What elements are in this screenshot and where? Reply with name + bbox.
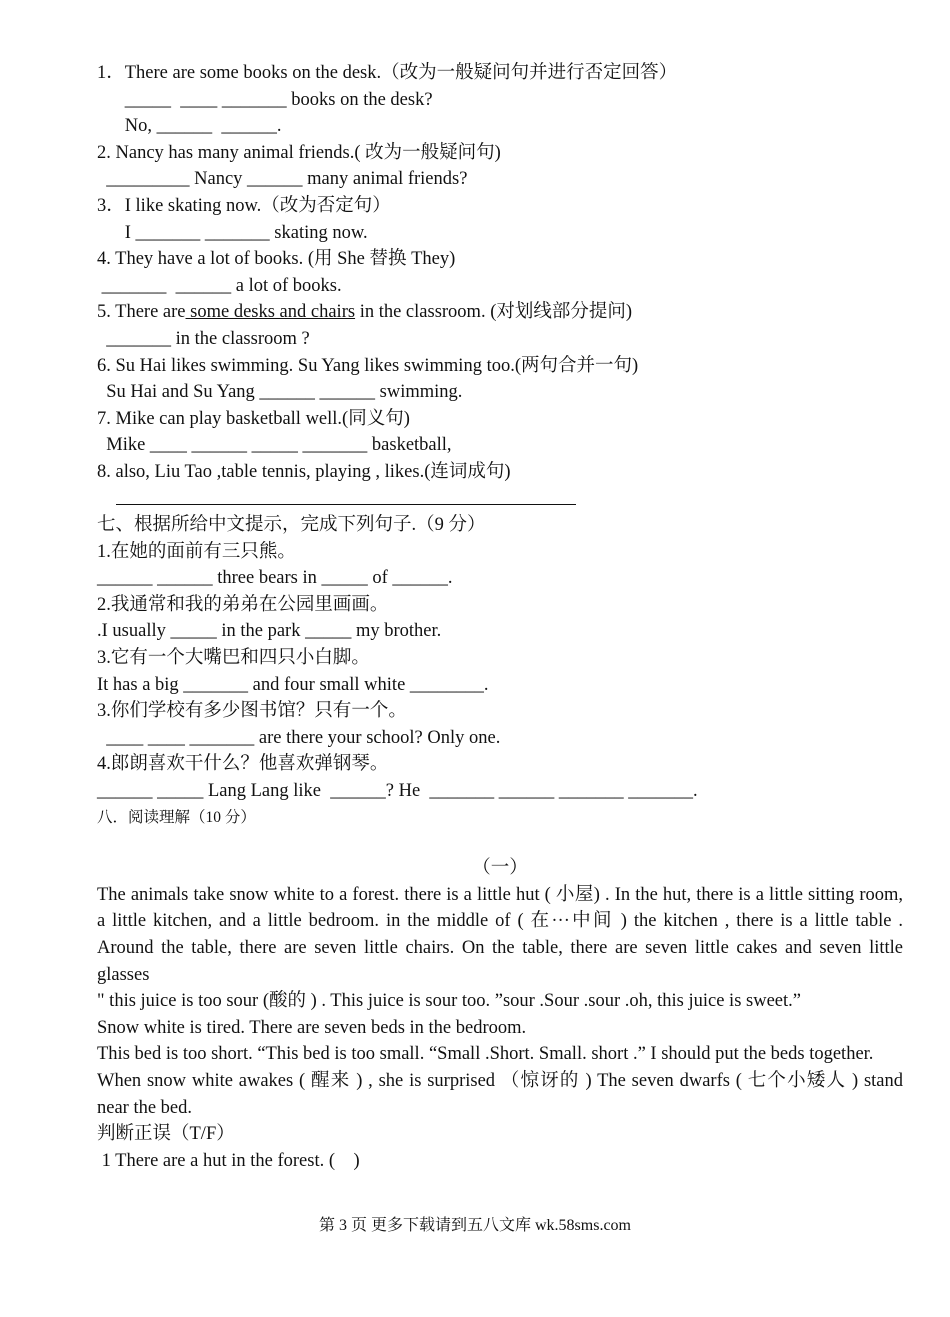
spacer xyxy=(97,831,903,855)
question-post: in the classroom. (对划线部分提问) xyxy=(355,302,633,323)
cn-prompt: 4.郎朗喜欢干什么？他喜欢弹钢琴。 xyxy=(97,754,389,775)
section-title: 七、根据所给中文提示，完成下列句子.（9 分） xyxy=(97,515,486,536)
question-text: 8. also, Liu Tao ,table tennis, playing , likes.(连词成句) xyxy=(97,461,511,482)
en-answer: It has a big _______ and four small white ________. xyxy=(97,674,489,695)
passage-paragraph: When snow white awakes ( 醒来 ) , she is surprised （惊讶的 ) The seven dwarfs ( 七个小矮人 ) stand near the bed. xyxy=(97,1070,903,1118)
answer-blank-line xyxy=(97,486,903,513)
passage-paragraph: This bed is too short. “This bed is too small. “Small .Short. Small. short .” I should put the beds together. xyxy=(97,1044,874,1065)
question-pre: 5. There are xyxy=(97,302,186,323)
cn-prompt: 2.我通常和我的弟弟在公园里画画。 xyxy=(97,594,389,615)
judge-title: 判断正误（T/F） xyxy=(97,1124,235,1145)
en-answer: .I usually _____ in the park _____ my brother. xyxy=(97,621,442,642)
answer-line: _______ ______ a lot of books. xyxy=(97,275,342,296)
answer-line: _____ ____ _______ books on the desk? xyxy=(97,89,433,110)
en-answer: ____ ____ _______ are there your school? Only one. xyxy=(97,727,501,748)
document-page xyxy=(97,60,903,1174)
question-text: 2. Nancy has many animal friends.( 改为一般疑问句) xyxy=(97,142,501,163)
question-text: 3．I like skating now.（改为否定句） xyxy=(97,195,391,216)
cn-prompt: 3.你们学校有多少图书馆？只有一个。 xyxy=(97,701,407,722)
long-blank xyxy=(116,486,576,505)
answer-line: I _______ _______ skating now. xyxy=(97,222,368,243)
answer-line: _______ in the classroom ? xyxy=(97,328,310,349)
cn-prompt: 3.它有一个大嘴巴和四只小白脚。 xyxy=(97,648,370,669)
en-answer: ______ _____ Lang Lang like ______? He _______ ______ _______ _______. xyxy=(97,781,698,802)
passage-paragraph: " this juice is too sour (酸的 ) . This juice is sour too. ”sour .Sour .sour .oh, this juice is sweet.” xyxy=(97,991,801,1012)
question-text: 6. Su Hai likes swimming. Su Yang likes swimming too.(两句合并一句) xyxy=(97,355,639,376)
answer-line: Mike ____ ______ _____ _______ basketball, xyxy=(97,435,452,456)
answer-line: Su Hai and Su Yang ______ ______ swimming. xyxy=(97,382,463,403)
cn-prompt: 1.在她的面前有三只熊。 xyxy=(97,541,296,562)
question-text: 4. They have a lot of books. (用 She 替换 They) xyxy=(97,249,456,270)
passage-paragraph: The animals take snow white to a forest. there is a little hut ( 小屋) . In the hut, there is a little sitting room, a little kitchen, and a little bedroom. in the middle of ( 在···中间 ) the kitchen , there is a little table . Around the table, there are seven little chairs. On the table, there are seven little cakes and seven little glasses xyxy=(97,884,903,985)
passage-paragraph: Snow white is tired. There are seven beds in the bedroom. xyxy=(97,1017,527,1038)
passage-number: （一） xyxy=(472,858,528,879)
section-title: 八．阅读理解（10 分） xyxy=(97,808,256,826)
underlined-phrase: some desks and chairs xyxy=(185,302,356,323)
page-footer: 第 3 页 更多下载请到五八文库 wk.58sms.com xyxy=(318,1217,631,1234)
answer-line: _________ Nancy ______ many animal friends? xyxy=(97,169,468,190)
en-answer: ______ ______ three bears in _____ of ______. xyxy=(97,568,453,589)
question-text xyxy=(97,299,903,326)
question-text: 7. Mike can play basketball well.(同义句) xyxy=(97,408,410,429)
answer-line: No, ______ ______. xyxy=(97,116,282,137)
question-text: 1．There are some books on the desk.（改为一般疑问句并进行否定回答） xyxy=(97,63,678,83)
judge-item: 1 There are a hut in the forest. ( ) xyxy=(97,1150,360,1171)
